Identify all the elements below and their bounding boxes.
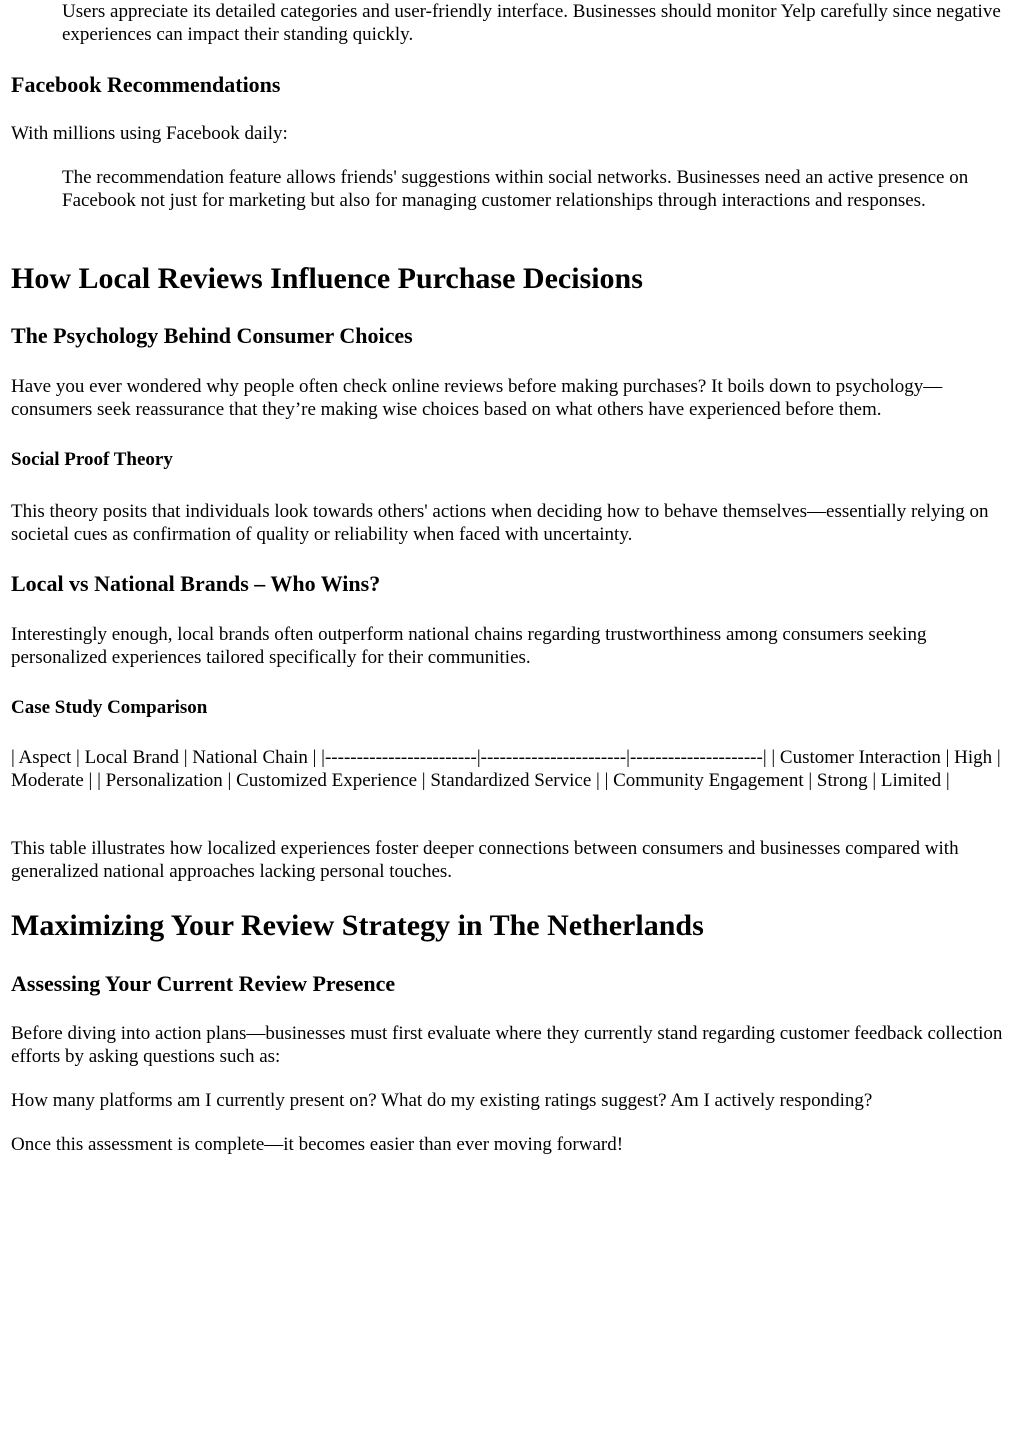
influence-heading: How Local Reviews Influence Purchase Decisions xyxy=(11,262,643,295)
social-proof-heading: Social Proof Theory xyxy=(11,449,173,470)
case-study-heading: Case Study Comparison xyxy=(11,697,208,718)
case-study-table-text: | Aspect | Local Brand | National Chain | |------------------------|-----------------------|---------------------| | Customer Interaction | High | Moderate | | Personalization | Customized Experience | Standardized Service | | Community Engagement | Strong | Limited | xyxy=(11,747,1001,792)
brands-heading: Local vs National Brands – Who Wins? xyxy=(11,571,381,596)
brands-text: Interestingly enough, local brands often outperform national chains regarding trustworthiness among consumers seeking personalized experiences tailored specifically for their communities. xyxy=(11,624,927,669)
psychology-heading: The Psychology Behind Consumer Choices xyxy=(11,323,413,348)
psychology-text: Have you ever wondered why people often check online reviews before making purchases? It boils down to psychology—consumers seek reassurance that they’re making wise choices based on what others have experienced before them. xyxy=(11,376,943,421)
facebook-quote: The recommendation feature allows friends' suggestions within social networks. Businesses need an active presence on Facebook not just for marketing but also for managing customer relationships through interactions and responses. xyxy=(62,167,969,212)
facebook-heading: Facebook Recommendations xyxy=(11,72,281,97)
facebook-intro: With millions using Facebook daily: xyxy=(11,123,288,144)
assessing-heading: Assessing Your Current Review Presence xyxy=(11,971,396,996)
social-proof-text: This theory posits that individuals look towards others' actions when deciding how to behave themselves—essentially relying on societal cues as confirmation of quality or reliability when faced with uncertainty. xyxy=(11,501,989,546)
assessing-text: Before diving into action plans—businesses must first evaluate where they currently stand regarding customer feedback collection efforts by asking questions such as: xyxy=(11,1023,1003,1068)
strategy-heading: Maximizing Your Review Strategy in The Netherlands xyxy=(11,909,704,942)
questions-text: How many platforms am I currently present on? What do my existing ratings suggest? Am I actively responding? xyxy=(11,1090,873,1111)
closing-text: Once this assessment is complete—it becomes easier than ever moving forward! xyxy=(11,1134,624,1155)
yelp-quote: Users appreciate its detailed categories and user-friendly interface. Businesses should monitor Yelp carefully since negative experiences can impact their standing quickly. xyxy=(62,1,1001,46)
table-summary: This table illustrates how localized experiences foster deeper connections between consumers and businesses compared with generalized national approaches lacking personal touches. xyxy=(11,838,959,883)
